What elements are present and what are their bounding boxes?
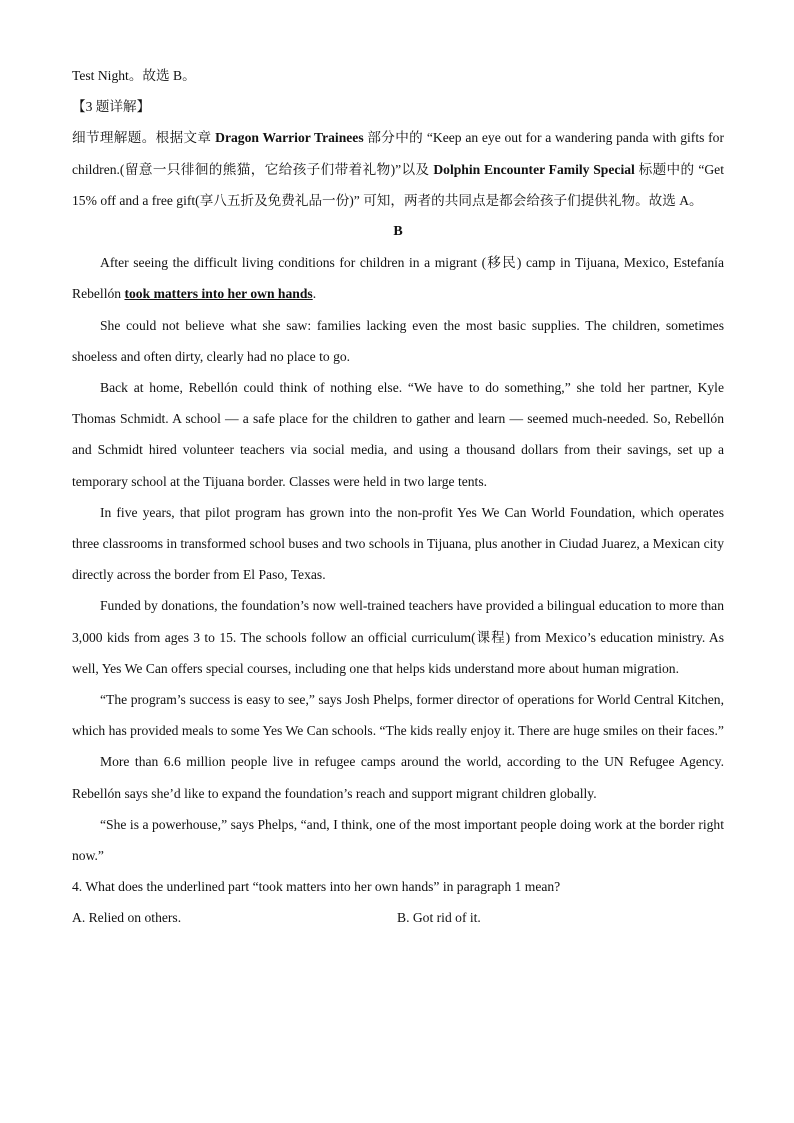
answer-line: Test Night。故选 B。 [72,68,196,83]
passage-paragraph-2: She could not believe what she saw: families lacking even the most basic supplies. The children, sometimes shoeless and often dirty, clearly had no place to go. [72,317,724,364]
passage-paragraph-3: Back at home, Rebellón could think of nothing else. “We have to do something,” she told her partner, Kyle Thomas Schmidt. A school — a safe place for the children to gather and learn — seemed much-needed. So, Rebellón and Schmidt hired volunteer teachers via social media, and using a thousand dollars from their savings, set up a temporary school at the Tijuana border. Classes were held in two large tents. [72,380,724,489]
question-4-stem: 4. What does the underlined part “took matters into her own hands” in paragraph 1 mean? [72,879,561,895]
question-4-options [72,902,724,933]
q3-keyword-dolphin: Dolphin Encounter Family Special [433,161,635,177]
q3-text-part3: 标题中的 “Get 15% off and a free gift(享八五折及免费礼品一份)” 可知，两者的共同点是都会给孩子们提供礼物。故选 A。 [72,161,724,208]
passage-paragraph-4: In five years, that pilot program has grown into the non-profit Yes We Can World Foundation, which operates three classrooms in transformed school buses and two schools in Tijuana, plus another in Ciudad Juarez, a Mexican city directly across the border from El Paso, Texas. [72,504,724,583]
q3-text-part1: 细节理解题。根据文章 [72,130,216,146]
underlined-phrase: took matters into her own hands [124,286,313,302]
q3-keyword-dragon: Dragon Warrior Trainees [215,130,364,146]
p1-before: After seeing the difficult living conditions for children in a migrant (移民) camp in Tijuana, Mexico, Estefanía Rebellón [72,255,724,302]
passage-paragraph-7: More than 6.6 million people live in refugee camps around the world, according to the UN Refugee Agency. Rebellón says she’d like to expand the foundation’s reach and support migrant children globally. [72,754,724,801]
document-page [72,60,724,934]
passage-paragraph-1 [72,247,724,309]
q3-header: 【3 题详解】 [72,99,151,115]
passage-paragraph-6: “The program’s success is easy to see,” says Josh Phelps, former director of operations for World Central Kitchen, which has provided meals to some Yes We Can schools. “The kids really enjoy it. There are huge smiles on their faces.” [72,692,724,739]
passage-paragraph-5: Funded by donations, the foundation’s now well-trained teachers have provided a bilingual education to more than 3,000 kids from ages 3 to 15. The schools follow an official curriculum(课程) from Mexico’s education ministry. As well, Yes We Can offers special courses, including one that helps kids understand more about human migration. [72,598,724,676]
q3-explanation [72,122,724,216]
section-title: B [393,224,403,240]
passage-paragraph-8: “She is a powerhouse,” says Phelps, “and, I think, one of the most important people doing work at the border right now.” [72,816,724,864]
p1-after: . [312,286,317,302]
option-b: B. Got rid of it. [397,910,481,926]
q3-text-part2: 部分中的 “Keep an eye out for a wandering panda with gifts for children.(留意一只徘徊的熊猫，它给孩子们带着礼物)”以及 [72,130,724,177]
option-a: A. Relied on others. [72,910,182,926]
